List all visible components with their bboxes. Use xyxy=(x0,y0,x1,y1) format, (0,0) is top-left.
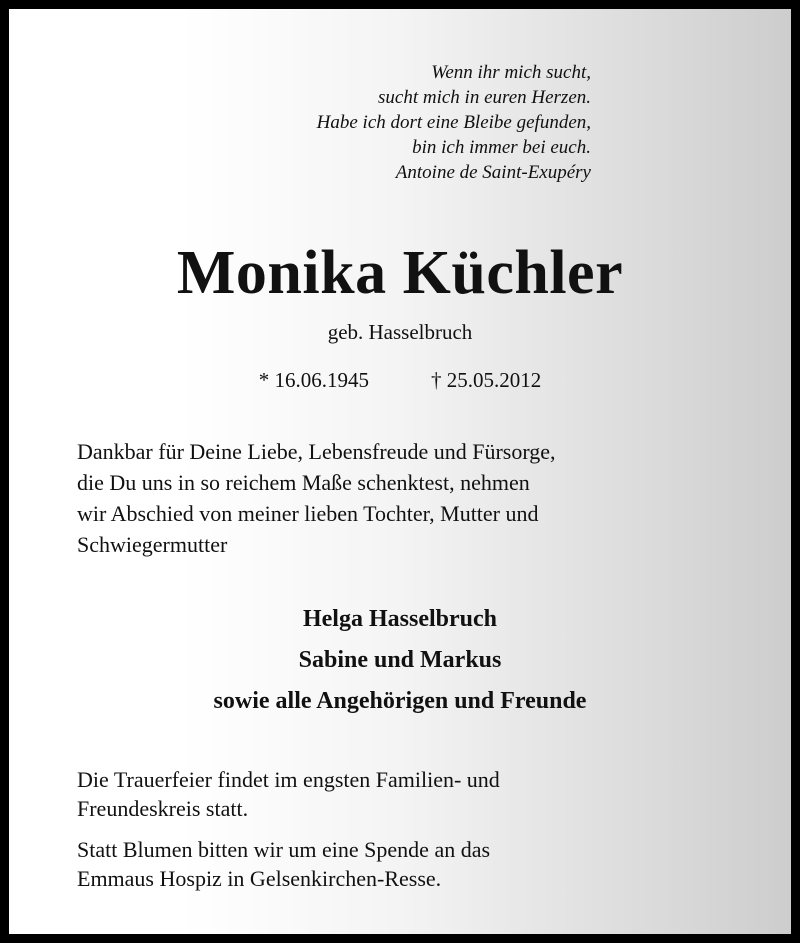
mourners-list xyxy=(9,599,791,722)
funeral-line: Freundeskreis statt. xyxy=(77,796,249,821)
message-line: Schwiegermutter xyxy=(77,532,228,557)
quote-line: bin ich immer bei euch. xyxy=(412,137,591,158)
donation-line: Emmaus Hospiz in Gelsenkirchen-Resse. xyxy=(77,866,442,891)
donation-request xyxy=(77,835,777,893)
birth-name: geb. Hasselbruch xyxy=(327,320,473,344)
quote-author: Antoine de Saint-Exupéry xyxy=(395,162,591,183)
funeral-line: Die Trauerfeier findet im engsten Familien- und xyxy=(77,767,500,792)
farewell-message xyxy=(77,436,777,560)
quote-line: Wenn ihr mich sucht, xyxy=(431,62,591,83)
donation-line: Statt Blumen bitten wir um eine Spende an das xyxy=(77,837,491,862)
funeral-info xyxy=(77,765,777,823)
mourner-name: Sabine und Markus xyxy=(298,647,502,673)
message-line: Dankbar für Deine Liebe, Lebensfreude und Fürsorge, xyxy=(77,439,556,464)
life-dates xyxy=(9,366,791,394)
mourner-name: sowie alle Angehörigen und Freunde xyxy=(213,688,587,714)
epigraph-quote xyxy=(317,60,591,185)
quote-line: Habe ich dort eine Bleibe gefunden, xyxy=(316,112,591,133)
death-date: † 25.05.2012 xyxy=(431,368,542,392)
mourner-name: Helga Hasselbruch xyxy=(302,606,497,632)
message-line: wir Abschied von meiner lieben Tochter, Mutter und xyxy=(77,501,539,526)
message-line: die Du uns in so reichem Maße schenktest, nehmen xyxy=(77,470,530,495)
quote-line: sucht mich in euren Herzen. xyxy=(378,87,591,108)
deceased-name: Monika Küchler xyxy=(176,239,624,307)
birth-date: * 16.06.1945 xyxy=(258,368,369,392)
